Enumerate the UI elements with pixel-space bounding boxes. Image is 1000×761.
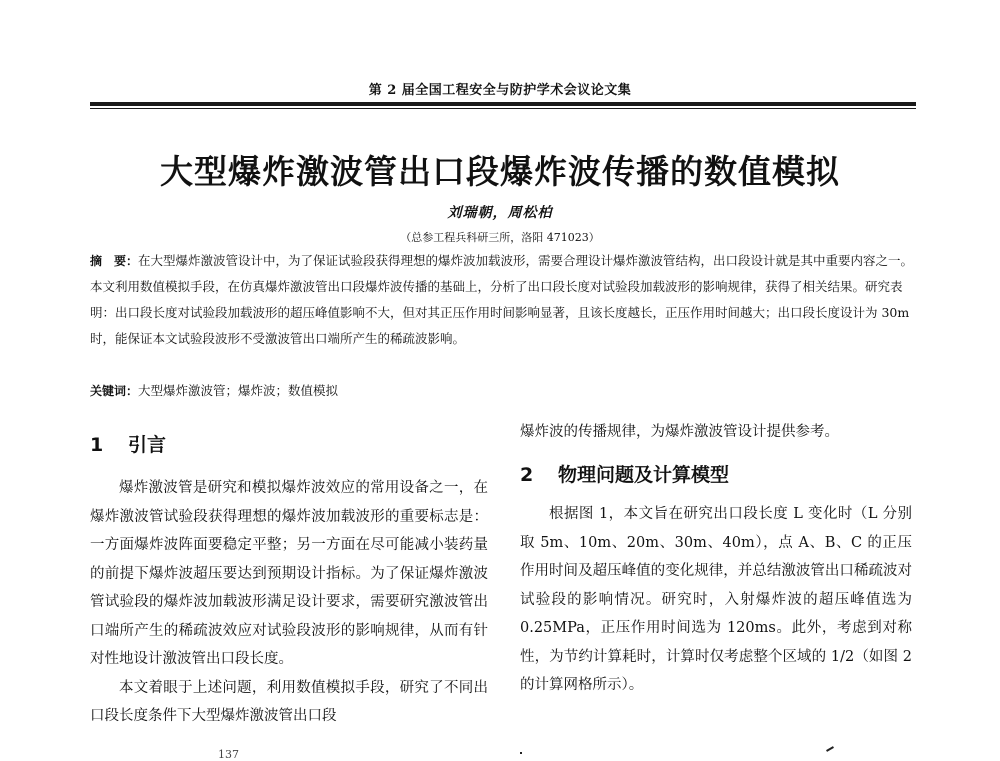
keywords xyxy=(90,378,916,404)
section-2-heading xyxy=(520,460,729,487)
abstract-label: 摘 要： xyxy=(90,254,139,268)
section-2-number: 2 xyxy=(520,464,534,486)
running-header: 第 2 届全国工程安全与防护学术会议论文集 xyxy=(368,83,632,98)
left-column xyxy=(90,474,488,731)
paper-affiliation: （总参工程兵科研三所，洛阳 471023） xyxy=(400,231,600,244)
paper-title: 大型爆炸激波管出口段爆炸波传播的数值模拟 xyxy=(160,152,840,191)
section-1-paragraph-1: 爆炸激波管是研究和模拟爆炸波效应的常用设备之一，在爆炸激波管试验段获得理想的爆炸波加载波形的重要标志是：一方面爆炸波阵面要稳定平整；另一方面在尽可能减小装药量的前提下爆炸波超压要达到预期设计指标。为了保证爆炸激波管试验段的爆炸波加载波形满足设计要求，需要研究激波管出口端所产生的稀疏波效应对试验段波形的影响规律，从而有针对性地设计激波管出口段长度。 xyxy=(90,480,488,667)
section-2-title: 物理问题及计算模型 xyxy=(558,464,730,486)
section-1-number: 1 xyxy=(90,434,104,456)
paper-authors: 刘瑞朝，周松柏 xyxy=(447,205,553,221)
keywords-label: 关键词： xyxy=(90,384,139,398)
header-rule-thick xyxy=(90,102,916,106)
section-2-paragraph: 根据图 1，本文旨在研究出口段长度 L 变化时（L 分别取 5m、10m、20m、30m、40m），点 A、B、C 的正压作用时间及超压峰值的变化规律，并总结激波管出口稀疏波对试验段的影响情况。研究时，入射爆炸波的超压峰值选为 0.25MPa，正压作用时间选为 120ms。此外，考虑到对称性，为节约计算耗时，计算时仅考虑整个区域的 1/2（如图 2 的计算网格所示）。 xyxy=(520,506,912,693)
figure-edge-mark-right xyxy=(826,746,834,752)
section-1-paragraph-2: 本文着眼于上述问题，利用数值模拟手段，研究了不同出口段长度条件下大型爆炸激波管出口段 xyxy=(90,679,488,724)
abstract-text: 在大型爆炸激波管设计中，为了保证试验段获得理想的爆炸波加载波形，需要合理设计爆炸激波管结构，出口段设计就是其中重要内容之一。本文利用数值模拟手段，在仿真爆炸激波管出口段爆炸波传播的基础上，分析了出口段长度对试验段加载波形的影响规律，获得了相关结果。研究表明：出口段长度对试验段加载波形的超压峰值影响不大，但对其正压作用时间影响显著，且该长度越长，正压作用时间越大；出口段长度设计为 30m 时，能保证本文试验段波形不受激波管出口端所产生的稀疏波影响。 xyxy=(90,253,914,346)
page-number: 137 xyxy=(218,748,239,761)
header-rule-thin xyxy=(90,108,916,109)
section-1-continuation: 爆炸波的传播规律，为爆炸激波管设计提供参考。 xyxy=(520,424,839,440)
right-column xyxy=(520,500,912,700)
section-1-heading xyxy=(90,430,166,457)
abstract xyxy=(90,248,916,352)
figure-edge-mark-left xyxy=(520,752,522,754)
keywords-text: 大型爆炸激波管；爆炸波；数值模拟 xyxy=(138,383,339,398)
section-1-title: 引言 xyxy=(128,434,167,456)
